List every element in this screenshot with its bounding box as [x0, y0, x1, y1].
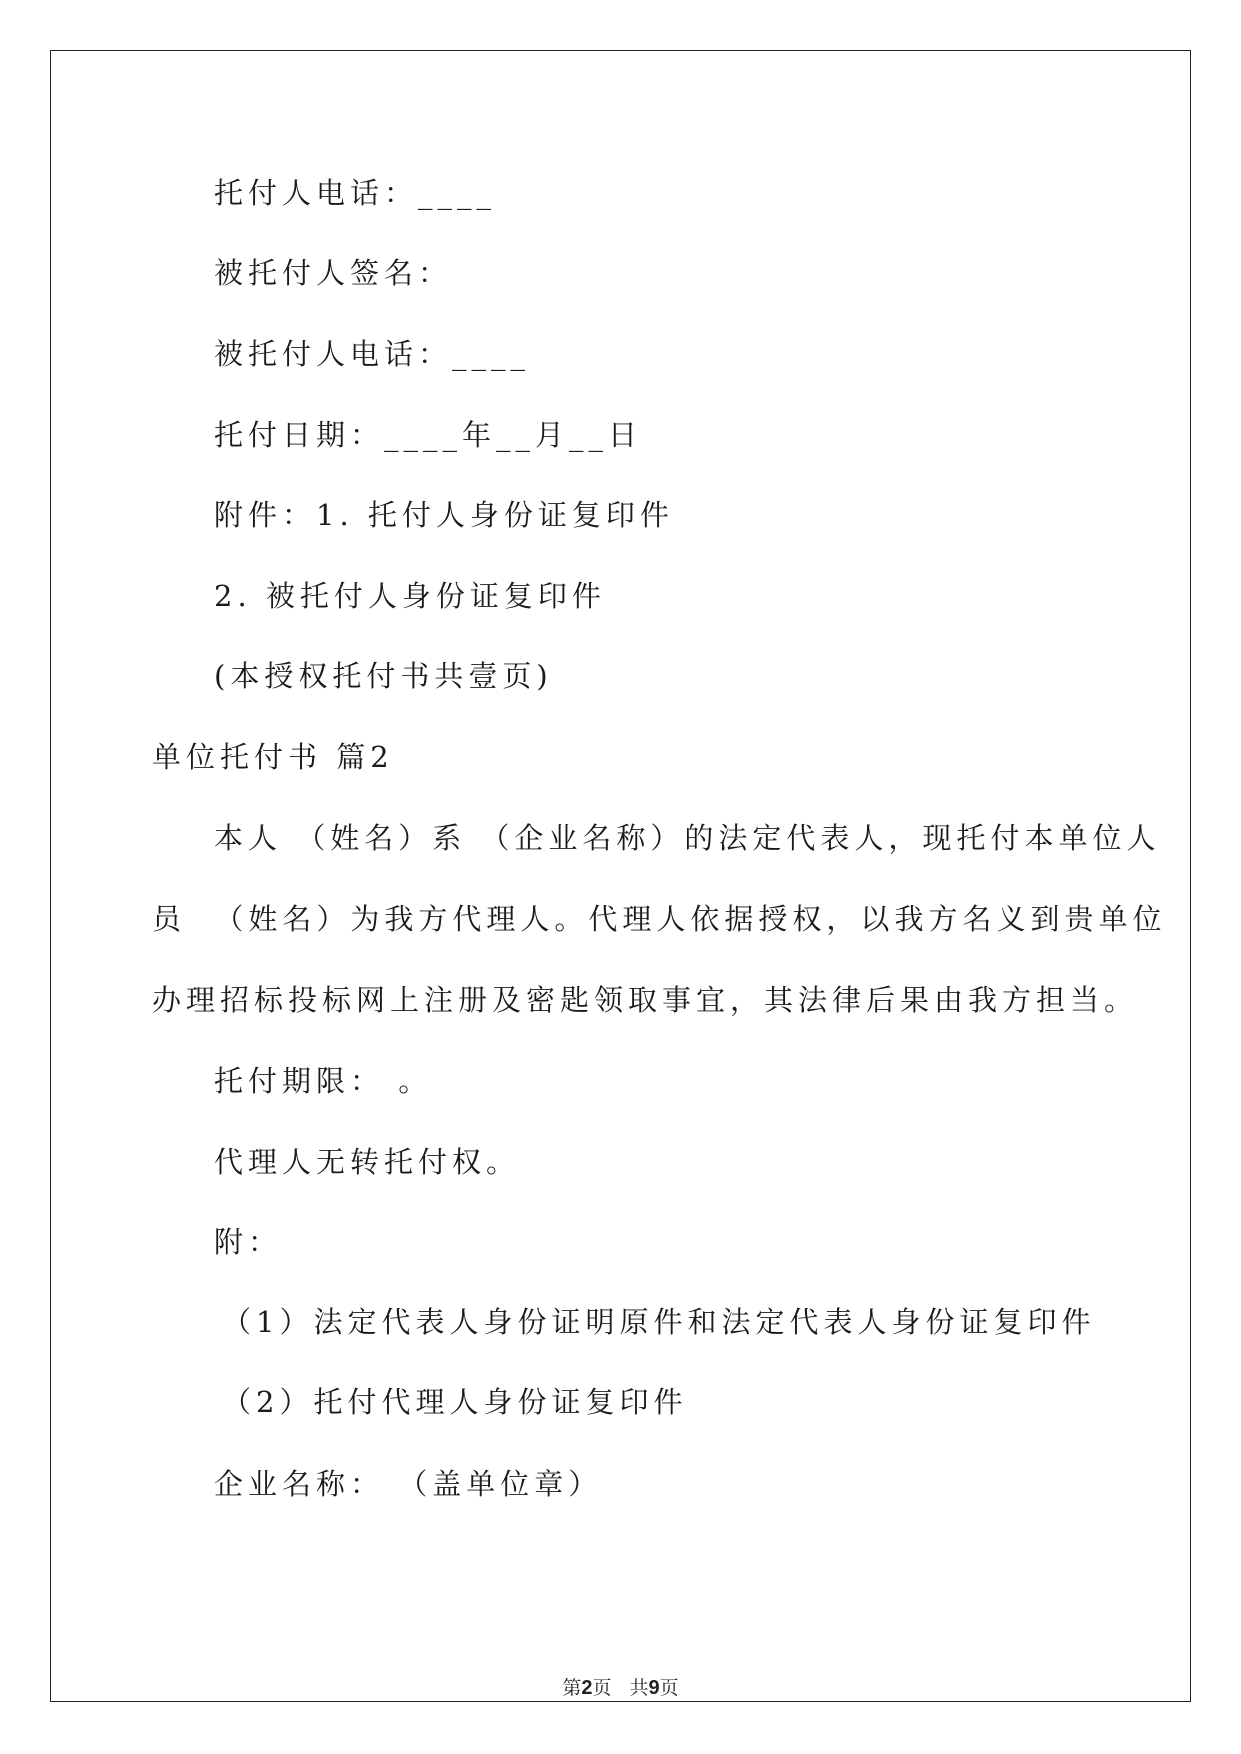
agent-signature-line: 被托付人签名：	[214, 256, 453, 290]
entrust-period-line: 托付期限： 。	[214, 1064, 433, 1098]
no-sub-delegation-line: 代理人无转托付权。	[214, 1145, 521, 1179]
company-name-line: 企业名称： （盖单位章）	[214, 1467, 603, 1501]
agent-phone-line: 被托付人电话：____	[214, 337, 531, 371]
attachment-line-2: 2. 被托付人身份证复印件	[214, 579, 606, 613]
attachment-line-1: 附件：1. 托付人身份证复印件	[214, 498, 674, 532]
appendix-item-2: （2）托付代理人身份证复印件	[222, 1385, 688, 1419]
page-footer	[0, 1673, 1241, 1700]
page-prefix: 第	[562, 1677, 582, 1699]
section-heading: 单位托付书 篇2	[152, 740, 394, 774]
page-count-note: (本授权托付书共壹页)	[214, 659, 553, 693]
page-mid: 页	[592, 1677, 612, 1699]
entrust-date-line: 托付日期：____年__月__日	[214, 418, 643, 452]
total-prefix: 共	[629, 1677, 649, 1699]
appendix-item-1: （1）法定代表人身份证明原件和法定代表人身份证复印件	[222, 1305, 1096, 1339]
appendix-heading: 附：	[214, 1225, 283, 1259]
page-border	[50, 50, 1191, 1702]
page-total: 9	[648, 1677, 660, 1699]
body-paragraph-line-3: 办理招标投标网上注册及密匙领取事宜，其法律后果由我方担当。	[152, 983, 1139, 1017]
principal-phone-line: 托付人电话：____	[214, 176, 497, 210]
body-paragraph-line-1: 本人 （姓名）系 （企业名称）的法定代表人，现托付本单位人	[214, 821, 1161, 855]
total-suffix: 页	[659, 1677, 679, 1699]
page-current: 2	[581, 1677, 593, 1699]
body-paragraph-line-2: 员 （姓名）为我方代理人。代理人依据授权，以我方名义到贵单位	[152, 902, 1167, 936]
